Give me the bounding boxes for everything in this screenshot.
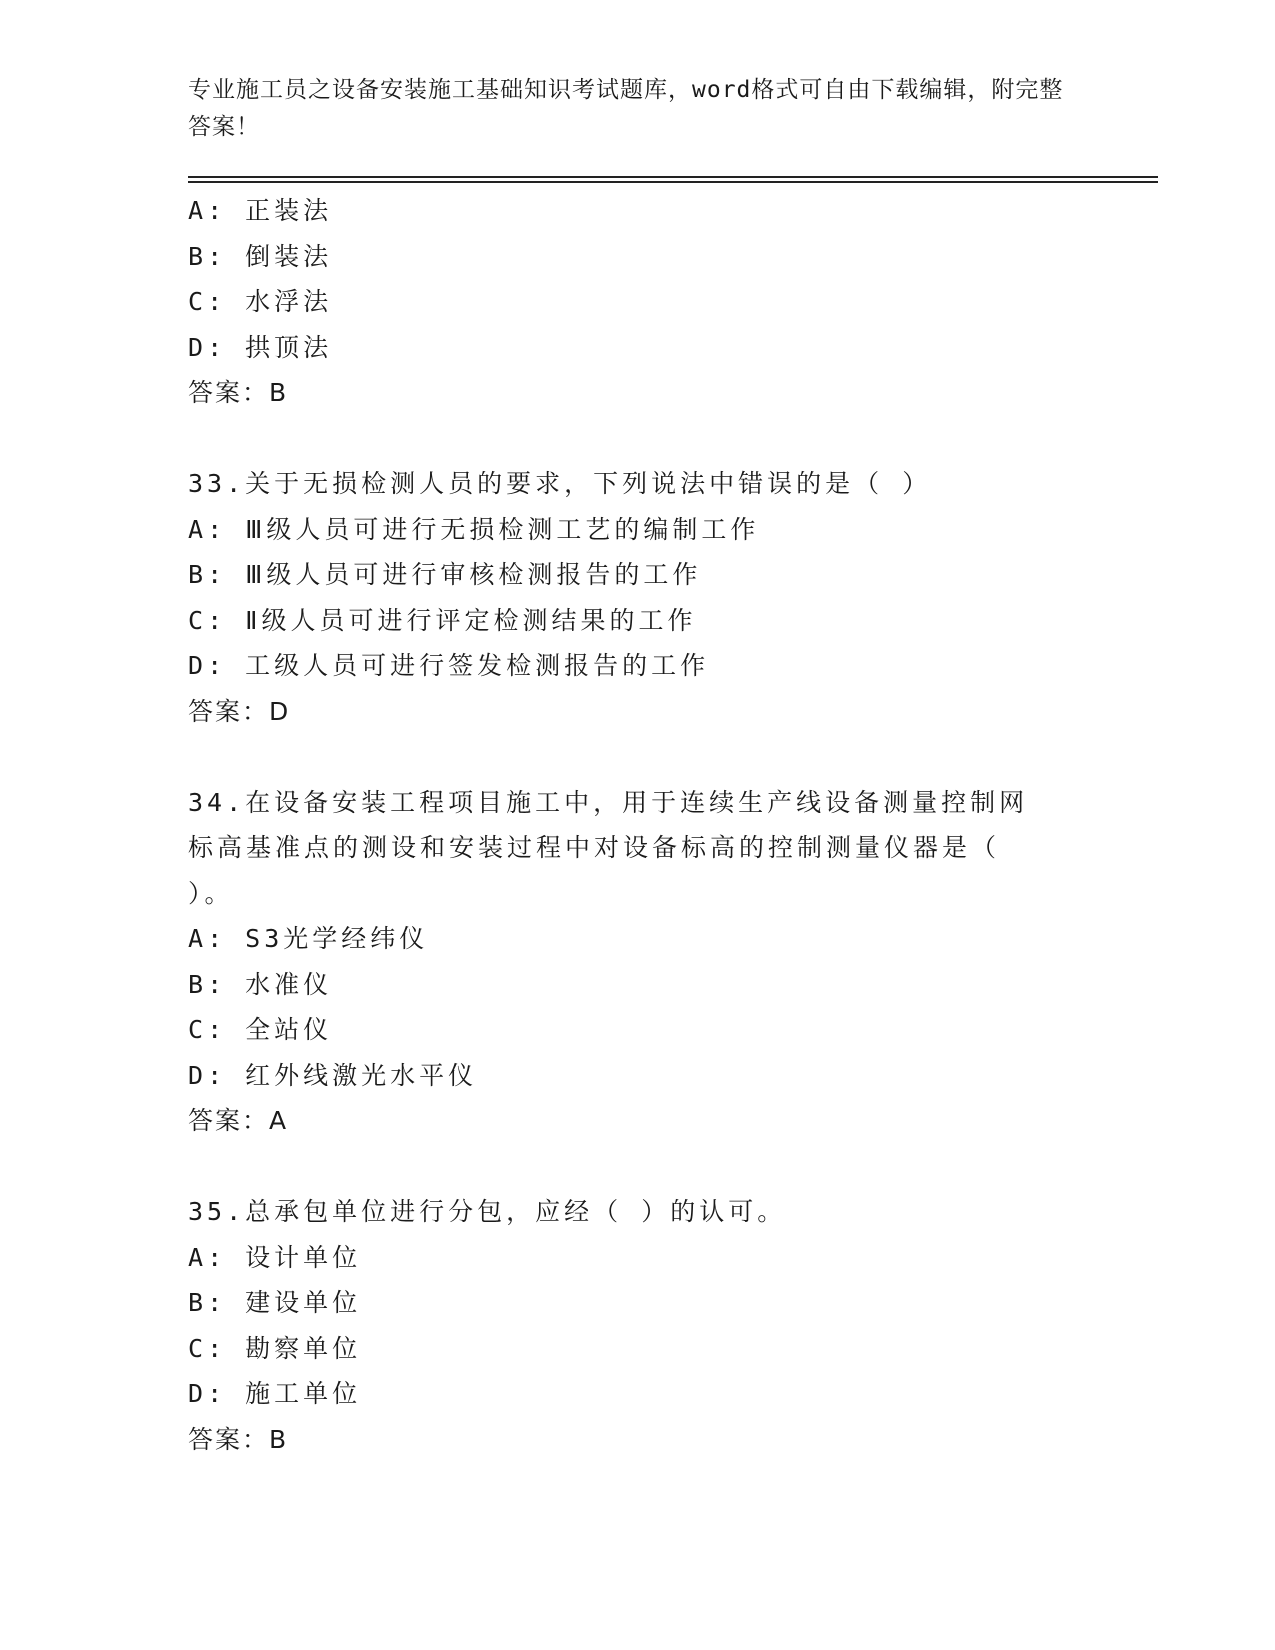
spacer (188, 416, 1088, 462)
answer-line: 答案：A (188, 1106, 289, 1135)
question-stem: 34.在设备安装工程项目施工中，用于连续生产线设备测量控制网标高基准点的测设和安装过程中对设备标高的控制测量仪器是（ ）。 (188, 787, 1029, 908)
spacer (188, 1144, 1088, 1190)
option-c: C: 水浮法 (188, 287, 333, 316)
question-block-35 (188, 1189, 1088, 1462)
option-a: A: 正装法 (188, 196, 333, 225)
question-list (188, 188, 1088, 1462)
answer-line: 答案：B (188, 378, 289, 407)
answer-line: 答案：D (188, 696, 291, 726)
header-rule-bottom (188, 181, 1158, 183)
question-block-32 (188, 188, 1088, 416)
option-a: A: S3光学经纬仪 (188, 924, 429, 953)
option-c: C: 全站仪 (188, 1015, 333, 1044)
option-c: C: Ⅱ级人员可进行评定检测结果的工作 (188, 605, 697, 635)
question-block-33 (188, 461, 1088, 734)
question-stem: 35.总承包单位进行分包，应经（ ）的认可。 (188, 1197, 787, 1226)
option-c: C: 勘察单位 (188, 1333, 362, 1363)
document-header: 专业施工员之设备安装施工基础知识考试题库，word格式可自由下载编辑，附完整答案！ (188, 77, 1064, 140)
spacer (188, 734, 1088, 780)
option-a: A: 设计单位 (188, 1242, 362, 1272)
option-a: A: Ⅲ级人员可进行无损检测工艺的编制工作 (188, 514, 760, 544)
option-d: D: 红外线激光水平仪 (188, 1060, 478, 1090)
question-block-34 (188, 780, 1088, 1144)
option-d: D: 施工单位 (188, 1379, 362, 1408)
header-rule-top (188, 176, 1158, 178)
option-b: B: 倒装法 (188, 241, 333, 271)
option-d: D: 工级人员可进行签发检测报告的工作 (188, 651, 710, 680)
option-d: D: 拱顶法 (188, 332, 333, 362)
option-b: B: 建设单位 (188, 1288, 362, 1317)
answer-line: 答案：B (188, 1424, 289, 1454)
question-stem: 33.关于无损检测人员的要求，下列说法中错误的是（ ） (188, 469, 932, 498)
option-b: B: 水准仪 (188, 969, 333, 999)
option-b: B: Ⅲ级人员可进行审核检测报告的工作 (188, 560, 702, 589)
